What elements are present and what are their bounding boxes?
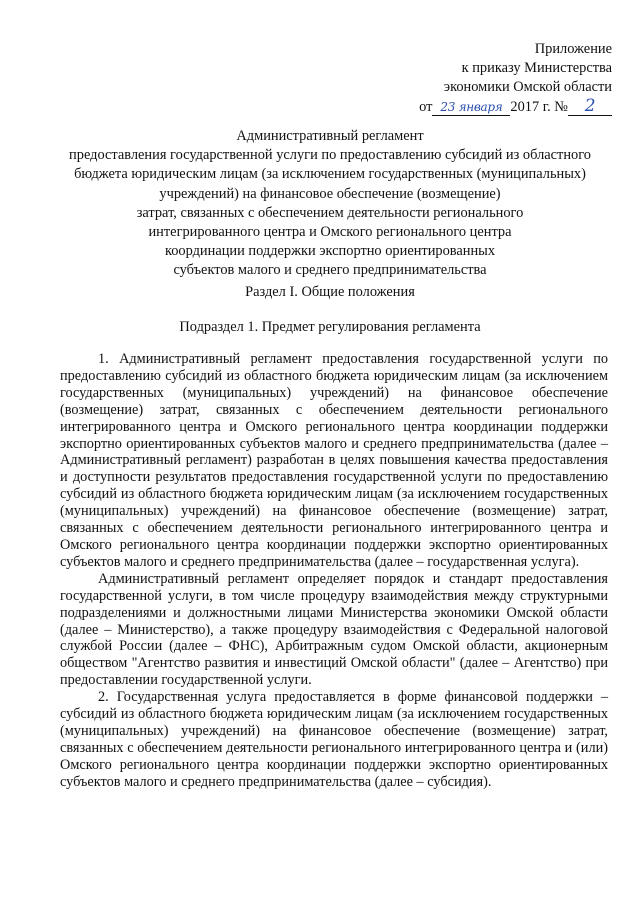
appendix-line-1: Приложение (534, 41, 612, 57)
order-date-line (388, 97, 612, 117)
title-line: координации поддержки экспортно ориентированных (164, 243, 496, 260)
subsection-heading: Подраздел 1. Предмет регулирования регламента (179, 319, 481, 335)
document-title (40, 127, 620, 281)
title-line: затрат, связанных с обеспечением деятельности регионального (136, 204, 524, 221)
title-line: интегрированного центра и Омского регионального центра (148, 224, 512, 241)
title-line: учреждений) на финансовое обеспечение (возмещение) (159, 185, 501, 202)
paragraph: 2. Государственная услуга предоставляется в форме финансовой поддержки – субсидий из областного бюджета юридическим лицам (за исключением государственных (муниципальных) учреждений) на финансовое обеспечение (возмещение) затрат, связанных с обеспечением деятельности регионального интегрированного центра и (или) Омского регионального центра координации поддержки экспортно ориентированных субъектов малого и среднего предпринимательства (далее – субсидия). (60, 689, 608, 790)
date-prefix: от (419, 99, 433, 115)
paragraph: 1. Административный регламент предоставления государственной услуги по предоставлению субсидий из областного бюджета юридическим лицам (за исключением государственных (муниципальных) учреждений) на финансовое обеспечение (возмещение) затрат, связанных с обеспечением деятельности регионального интегрированного центра и Омского регионального центра координации поддержки экспортно ориентированных субъектов малого и среднего предпринимательства (далее – Административный регламент) разработан в целях повышения качества предоставления и доступности результатов предоставления государственной услуги по предоставлению субсидий из областного бюджета юридическим лицам (за исключением государственных (муниципальных) учреждений) на финансовое обеспечение (возмещение) затрат, связанных с обеспечением деятельности регионального интегрированного центра и Омского регионального центра координации поддержки экспортно ориентированных субъектов малого и среднего предпринимательства (далее – государственная услуга). (60, 351, 608, 570)
body-text (60, 351, 608, 791)
appendix-line-2: к приказу Министерства (461, 60, 612, 76)
title-line: предоставления государственной услуги по предоставлению субсидий из областного (69, 147, 591, 164)
title-line: субъектов малого и среднего предпринимательства (173, 262, 487, 279)
title-line: бюджета юридическим лицам (за исключением государственных (муниципальных) (74, 166, 586, 183)
appendix-line-3: экономики Омской области (443, 79, 612, 95)
title-line: Административный регламент (236, 128, 424, 144)
paragraph: Административный регламент определяет порядок и стандарт предоставления государственной услуги, в том числе процедуру взаимодействия между структурными подразделениями и должностными лицами Министерства экономики Омской области (далее – Министерство), а также процедуру взаимодействия с Федеральной налоговой службой России (далее – ФНС), Арбитражным судом Омской области, акционерным обществом "Агентство развития и инвестиций Омской области" (далее – Агентство) при предоставлении государственной услуги. (60, 570, 608, 689)
handwritten-date: 23 января (432, 98, 510, 117)
handwritten-order-number: 2 (568, 97, 612, 117)
appendix-block (388, 40, 612, 117)
year-and-number-label: 2017 г. № (510, 99, 568, 115)
section-heading: Раздел I. Общие положения (245, 284, 415, 300)
